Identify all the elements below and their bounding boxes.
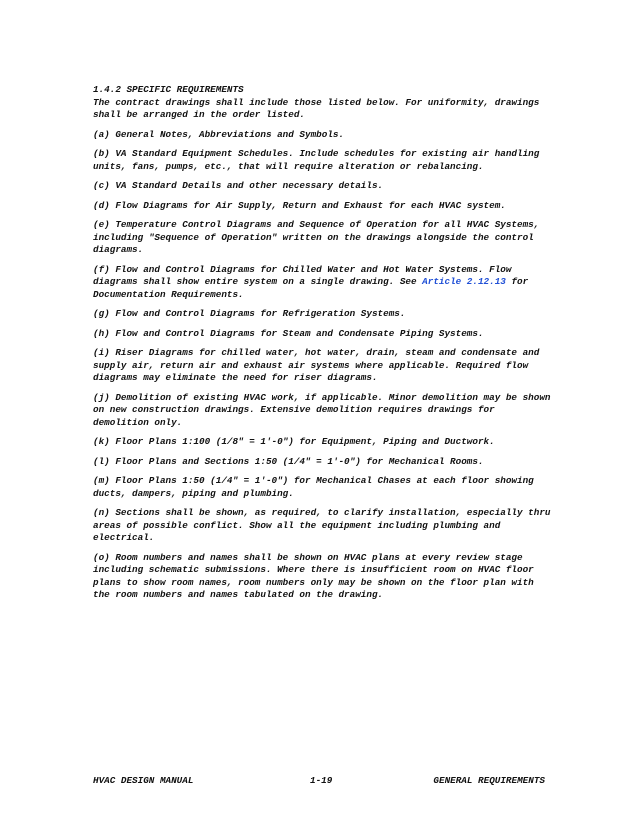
item-f-text-end: for Documentation Requirements. [93, 276, 529, 300]
requirement-item-k: (k) Floor Plans 1:100 (1/8" = 1'-0") for Equipment, Piping and Ductwork. [93, 436, 495, 447]
requirement-item-m: (m) Floor Plans 1:50 (1/4" = 1'-0") for Mechanical Chases at each floor showing ducts, dampers, piping and plumbing. [93, 475, 534, 499]
footer-manual-title: HVAC DESIGN MANUAL [93, 775, 194, 786]
section-heading: 1.4.2 SPECIFIC REQUIREMENTS [93, 84, 244, 95]
requirement-item-f [93, 264, 553, 302]
requirement-item-n: (n) Sections shall be shown, as required, to clarify installation, especially thru areas of possible conflict. Show all the equipment including plumbing and electrical. [93, 507, 551, 543]
requirement-item-j: (j) Demolition of existing HVAC work, if applicable. Minor demolition may be shown on new construction drawings. Extensive demolition requires drawings for demolition only. [93, 391, 551, 428]
footer-section-title: GENERAL REQUIREMENTS [433, 775, 545, 786]
requirement-item-e: (e) Temperature Control Diagrams and Sequence of Operation for all HVAC Systems, including "Sequence of Operation" written on the drawings alongside the control diagrams. [93, 219, 540, 255]
section-intro: The contract drawings shall include those listed below. For uniformity, drawings shall be arranged in the order listed. [93, 96, 540, 120]
section-block [93, 84, 553, 122]
requirement-item-a: (a) General Notes, Abbreviations and Symbols. [93, 128, 345, 140]
requirement-item-b: (b) VA Standard Equipment Schedules. Include schedules for existing air handling units, fans, pumps, etc., that will require alteration or rebalancing. [93, 148, 540, 172]
requirement-item-h: (h) Flow and Control Diagrams for Steam and Condensate Piping Systems. [93, 327, 484, 339]
requirement-item-d: (d) Flow Diagrams for Air Supply, Return and Exhaust for each HVAC system. [93, 199, 506, 211]
requirement-item-i: (i) Riser Diagrams for chilled water, hot water, drain, steam and condensate and supply air, return air and exhaust air systems where applicable. Required flow diagrams may eliminate the need for riser diagrams. [93, 347, 540, 383]
footer-page-number: 1-19 [310, 775, 333, 786]
page-footer [93, 775, 545, 789]
requirement-item-l: (l) Floor Plans and Sections 1:50 (1/4" = 1'-0") for Mechanical Rooms. [93, 455, 484, 467]
item-f-text: (f) Flow and Control Diagrams for Chilled Water and Hot Water Systems. Flow diagrams shall show entire system on a single drawing. See [93, 263, 512, 287]
document-body [93, 84, 553, 609]
requirement-item-c: (c) VA Standard Details and other necessary details. [93, 180, 384, 191]
article-link[interactable]: Article 2.12.13 [422, 276, 506, 287]
requirement-item-o: (o) Room numbers and names shall be shown on HVAC plans at every review stage including schematic submissions. Where there is insufficient room on HVAC floor plans to show room names, room numbers only may be shown on the floor plan with the room numbers and names tabulated on the drawing. [93, 551, 534, 600]
requirement-item-g: (g) Flow and Control Diagrams for Refrigeration Systems. [93, 308, 406, 319]
